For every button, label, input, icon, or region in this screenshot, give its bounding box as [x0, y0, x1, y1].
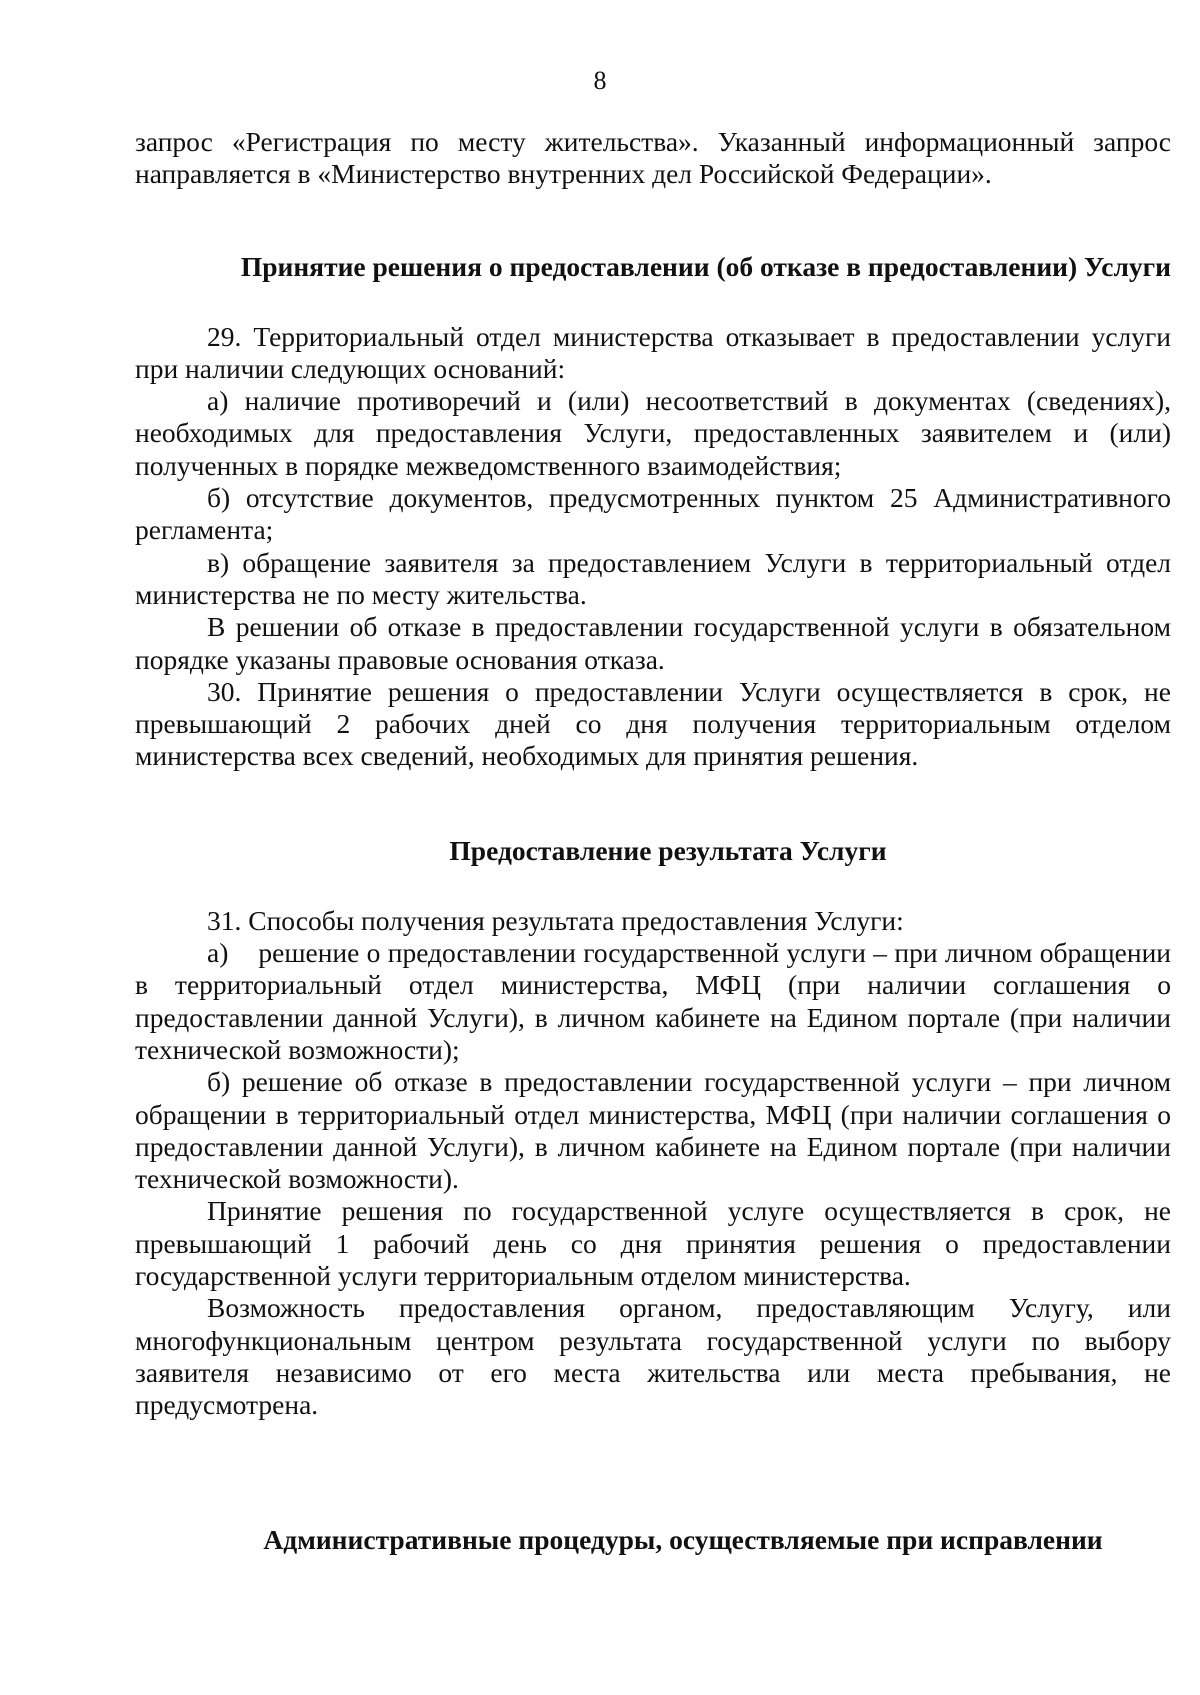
paragraph-29-a: а) наличие противоречий и (или) несоответствий в документах (сведениях), необходимых для предоставления Услуги, предоставленных заявителем и (или) полученных в порядке межведомственного взаимодействия;: [135, 385, 1171, 481]
paragraph-31-a-text: решение о предоставлении государственной услуги – при личном обращении в территориальный отдел министерства, МФЦ (при наличии соглашения о предоставлении данной Услуги), в личном кабинете на Едином портале (при наличии технической возможности);: [135, 937, 1171, 1065]
paragraph-31-a: [135, 937, 1171, 1066]
document-body: [135, 126, 1171, 1556]
page-number: 8: [593, 66, 607, 95]
paragraph-29-b: б) отсутствие документов, предусмотренных пунктом 25 Административного регламента;: [135, 482, 1171, 546]
paragraph-31-a-marker: а): [207, 937, 229, 969]
paragraph-29: 29. Территориальный отдел министерства отказывает в предоставлении услуги при наличии следующих оснований:: [135, 320, 1171, 384]
paragraph-30: 30. Принятие решения о предоставлении Услуги осуществляется в срок, не превышающий 2 рабочих дней со дня получения территориальным отделом министерства всех сведений, необходимых для принятия решения.: [135, 675, 1171, 772]
section-heading-result: Предоставление результата Услуги: [449, 834, 887, 866]
section-heading-decision: Принятие решения о предоставлении (об отказе в предоставлении) Услуги: [240, 250, 1171, 282]
paragraph-31: 31. Способы получения результата предоставления Услуги:: [207, 904, 904, 936]
paragraph-29-v: в) обращение заявителя за предоставлением Услуги в территориальный отдел министерства не по месту жительства.: [135, 546, 1171, 610]
intro-paragraph: запрос «Регистрация по месту жительства». Указанный информационный запрос направляется в «Министерство внутренних дел Российской Федерации».: [135, 126, 1171, 190]
paragraph-31-b: б) решение об отказе в предоставлении государственной услуги – при личном обращении в территориальный отдел министерства, МФЦ (при наличии соглашения о предоставлении данной Услуги), в личном кабинете на Едином портале (при наличии технической возможности).: [135, 1066, 1171, 1195]
paragraph-extraterritorial: Возможность предоставления органом, предоставляющим Услугу, или многофункциональным центром результата государственной услуги по выбору заявителя независимо от его места жительства или места пребывания, не предусмотрена.: [135, 1292, 1171, 1421]
paragraph-refusal-grounds: В решении об отказе в предоставлении государственной услуги в обязательном порядке указаны правовые основания отказа.: [135, 611, 1171, 675]
section-heading-admin-procedures: Административные процедуры, осуществляемые при исправлении: [263, 1523, 1103, 1555]
paragraph-decision-term: Принятие решения по государственной услуге осуществляется в срок, не превышающий 1 рабочий день со дня принятия решения о предоставлении государственной услуги территориальным отделом министерства.: [135, 1195, 1171, 1292]
